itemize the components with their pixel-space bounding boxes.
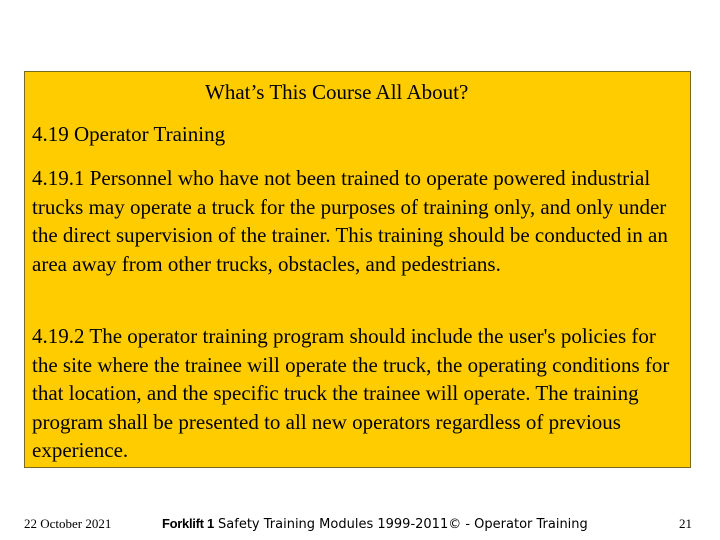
footer-title-text: Safety Training Modules 1999-2011© - Operator Training (213, 517, 588, 532)
footer-title (162, 516, 588, 532)
content-box (24, 71, 691, 468)
section-title: 4.19 Operator Training (32, 122, 226, 146)
slide-heading: What’s This Course All About? (205, 80, 469, 104)
footer-brand: Forklift 1 (162, 516, 214, 531)
footer-date: 22 October 2021 (24, 516, 112, 531)
paragraph-4-19-1: 4.19.1 Personnel who have not been trained to operate powered industrial trucks may operate a truck for the purposes of training only, and only under the direct supervision of the trainer. This training should be conducted in an area away from other trucks, obstacles, and pedestrians. (32, 166, 668, 276)
paragraph-4-19-2: 4.19.2 The operator training program should include the user's policies for the site where the trainee will operate the truck, the operating conditions for that location, and the specific truck the trainee will operate. The training program shall be presented to all new operators regardless of previous experience. (32, 324, 670, 462)
page-number: 21 (679, 516, 692, 531)
